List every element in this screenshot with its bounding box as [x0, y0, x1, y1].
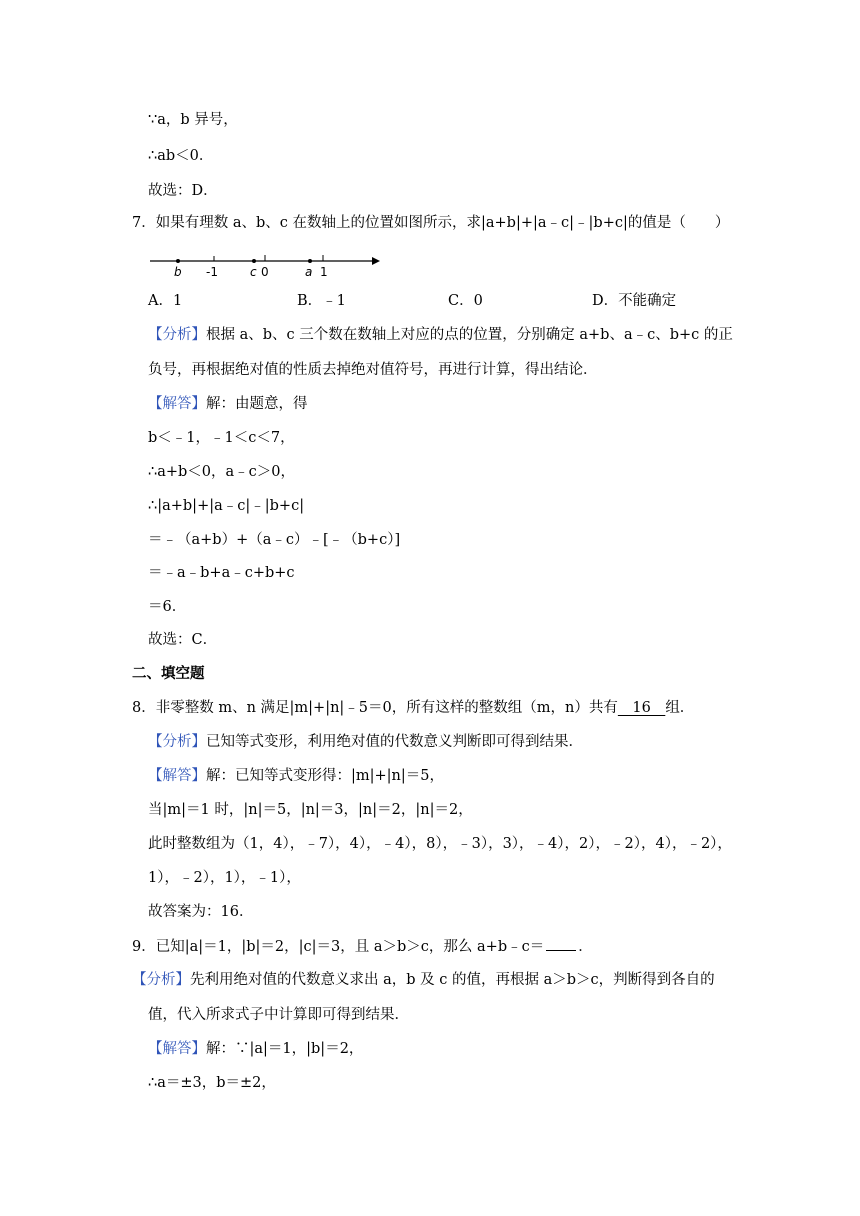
point-b: [176, 259, 180, 263]
answer-blank: [546, 936, 576, 951]
question-7: 7．如果有理数 a、b、c 在数轴上的位置如图所示，求|a+b|+|a﹣c|﹣|b+c|的值是（ ）: [132, 215, 730, 231]
label-b: b: [174, 265, 182, 279]
question-8-text: 8．非零整数 m、n 满足|m|+|n|﹣5＝0，所有这样的整数组（m，n）共有: [132, 700, 618, 716]
text-line: ∵a，b 异号，: [148, 112, 238, 128]
solution-step: ＝﹣a﹣b+a﹣c+b+c: [148, 565, 295, 581]
text-line: ∴ab＜0．: [148, 148, 214, 164]
solution-step: 当|m|＝1 时，|n|＝5，|n|＝3，|n|＝2，|n|＝2，: [148, 802, 473, 818]
solution-text: 解：由题意，得: [206, 396, 308, 412]
label-1: 1: [320, 265, 328, 279]
label-a: a: [305, 265, 313, 279]
label-minus-1: -1: [206, 265, 218, 279]
analysis-text: 先利用绝对值的代数意义求出 a，b 及 c 的值，再根据 a＞b＞c，判断得到各自的: [190, 972, 715, 988]
text-line: 故选：D．: [148, 183, 218, 199]
solution-line: [148, 1039, 363, 1059]
solution-tag: 【解答】: [148, 396, 206, 412]
solution-step: 此时整数组为（1，4），﹣7），4），﹣4），8），﹣3），3），﹣4），2），﹣2），4），﹣2），: [148, 836, 732, 852]
option-c: C．0: [448, 293, 483, 309]
option-d: D．不能确定: [592, 293, 677, 309]
solution-line: [148, 394, 308, 414]
answer-blank: 16: [617, 700, 666, 716]
solution-text: 解：已知等式变形得：|m|+|n|＝5，: [206, 768, 445, 784]
analysis-line: [132, 970, 715, 990]
solution-step: ∴a+b＜0，a﹣c＞0，: [148, 464, 296, 480]
solution-step: 故选：C．: [148, 632, 218, 648]
label-0: 0: [261, 265, 269, 279]
solution-text: 解：∵|a|＝1，|b|＝2，: [206, 1041, 364, 1057]
question-9-end: ．: [578, 939, 593, 955]
question-9-text: 9．已知|a|＝1，|b|＝2，|c|＝3，且 a＞b＞c，那么 a+b﹣c＝: [132, 939, 545, 955]
analysis-tag: 【分析】: [148, 734, 206, 750]
solution-step: ＝6．: [148, 599, 187, 615]
option-b: B．﹣1: [297, 293, 346, 309]
question-9: [132, 936, 593, 957]
analysis-tag: 【分析】: [132, 972, 190, 988]
analysis-line: 值，代入所求式子中计算即可得到结果．: [148, 1007, 409, 1023]
solution-step: ＝﹣（a+b）+（a﹣c）﹣[﹣（b+c）]: [148, 532, 401, 548]
question-8: [132, 698, 694, 718]
solution-line: [148, 766, 444, 786]
solution-tag: 【解答】: [148, 1041, 206, 1057]
label-c: c: [250, 265, 257, 279]
solution-step: 故答案为：16．: [148, 904, 254, 920]
solution-step: 1），﹣2），1），﹣1），: [148, 870, 301, 886]
point-c: [252, 259, 256, 263]
analysis-text: 已知等式变形，利用绝对值的代数意义判断即可得到结果．: [206, 734, 583, 750]
analysis-tag: 【分析】: [148, 327, 206, 343]
option-a: A．1: [148, 293, 183, 309]
point-a: [308, 259, 312, 263]
analysis-text: 根据 a、b、c 三个数在数轴上对应的点的位置，分别确定 a+b、a﹣c、b+c 的正: [206, 327, 733, 343]
question-8-end: 组．: [665, 700, 695, 716]
solution-tag: 【解答】: [148, 768, 206, 784]
arrow-icon: [372, 257, 380, 265]
analysis-line: [148, 732, 583, 752]
number-line-figure: [148, 250, 388, 280]
solution-step: ∴|a+b|+|a﹣c|﹣|b+c|: [148, 498, 305, 514]
section-heading: 二、填空题: [132, 665, 205, 682]
analysis-line: 负号，再根据绝对值的性质去掉绝对值符号，再进行计算，得出结论．: [148, 362, 598, 378]
solution-step: b＜﹣1，﹣1＜c＜7，: [148, 430, 295, 446]
analysis-line: [148, 325, 733, 345]
solution-step: ∴a＝±3，b＝±2，: [148, 1075, 276, 1091]
